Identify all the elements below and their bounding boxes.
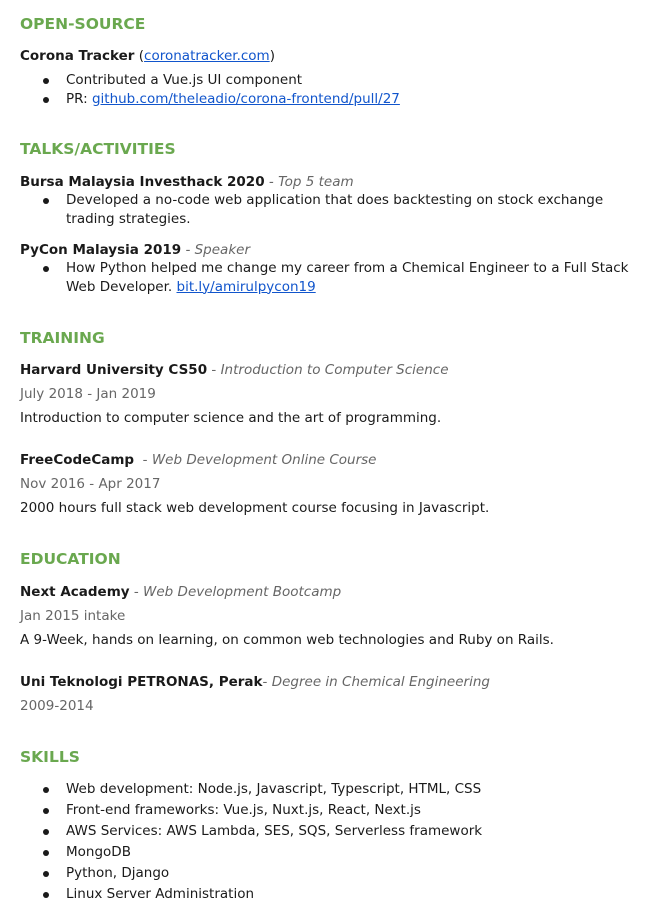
institution-name: FreeCodeCamp <box>20 452 135 468</box>
education-desc: A 9-Week, hands on learning, on common web technologies and Ruby on Rails. <box>20 632 554 648</box>
bullet-dot-icon <box>43 787 49 793</box>
separator: - <box>207 362 221 378</box>
talk-role: - Top 5 team <box>264 174 354 190</box>
skill-text: Web development: Node.js, Javascript, Typescript, HTML, CSS <box>66 781 482 797</box>
list-item <box>20 779 650 800</box>
list-item <box>20 863 650 884</box>
training-dates: July 2018 - Jan 2019 <box>20 386 156 402</box>
paren-close: ) <box>269 48 275 64</box>
pr-link[interactable]: github.com/theleadio/corona-frontend/pull/27 <box>91 90 400 107</box>
bullet-dot-icon <box>43 78 49 84</box>
talk-link[interactable]: bit.ly/amirulpycon19 <box>176 278 316 295</box>
list-item <box>20 191 650 228</box>
project-name: Corona Tracker <box>20 48 135 64</box>
list-item <box>20 800 650 821</box>
section-title-training: TRAINING <box>20 329 105 347</box>
talk-name: Bursa Malaysia Investhack 2020 <box>20 174 265 190</box>
list-item <box>20 884 650 905</box>
list-item <box>20 90 650 109</box>
list-item <box>20 259 650 296</box>
list-item <box>20 821 650 842</box>
bullet-dot-icon <box>43 808 49 814</box>
skill-text: Linux Server Administration <box>66 886 255 902</box>
talk-bullets <box>20 191 650 228</box>
institution-name: Harvard University CS50 <box>20 362 208 378</box>
talk-heading <box>20 241 650 260</box>
section-title-education: EDUCATION <box>20 550 121 568</box>
talk-role: - Speaker <box>181 242 251 258</box>
talk-bullets <box>20 259 650 296</box>
bullet-dot-icon <box>43 829 49 835</box>
bullet-dot-icon <box>43 871 49 877</box>
talk-name: PyCon Malaysia 2019 <box>20 242 182 258</box>
skill-text: AWS Services: AWS Lambda, SES, SQS, Serverless framework <box>66 823 483 839</box>
skill-text: Python, Django <box>66 865 170 881</box>
bullet-text: Developed a no-code web application that does backtesting on stock exchange trading strategies. <box>66 192 604 227</box>
bullet-dot-icon <box>43 97 49 103</box>
list-item <box>20 71 650 90</box>
training-heading <box>20 451 650 470</box>
separator: - <box>129 584 144 600</box>
separator: - <box>134 452 152 468</box>
training-desc: 2000 hours full stack web development course focusing in Javascript. <box>20 500 490 516</box>
bullet-dot-icon <box>43 198 49 204</box>
talk-heading <box>20 173 650 192</box>
separator: - <box>262 674 272 690</box>
skill-text: Front-end frameworks: Vue.js, Nuxt.js, React, Next.js <box>66 802 421 818</box>
training-heading <box>20 361 650 380</box>
section-title-open-source: OPEN-SOURCE <box>20 15 146 33</box>
section-title-skills: SKILLS <box>20 748 80 766</box>
project-link[interactable]: coronatracker.com <box>144 48 270 64</box>
course-name: Degree in Chemical Engineering <box>271 674 490 690</box>
bullet-prefix: PR: <box>66 90 92 107</box>
course-name: Web Development Online Course <box>151 452 377 468</box>
education-dates: 2009-2014 <box>20 698 94 714</box>
institution-name: Uni Teknologi PETRONAS, Perak <box>20 674 263 690</box>
course-name: Introduction to Computer Science <box>220 362 449 378</box>
education-heading <box>20 583 650 602</box>
bullet-text: Contributed a Vue.js UI component <box>66 72 303 88</box>
section-title-talks: TALKS/ACTIVITIES <box>20 140 176 158</box>
open-source-project <box>20 47 650 66</box>
training-desc: Introduction to computer science and the art of programming. <box>20 410 442 426</box>
list-item <box>20 842 650 863</box>
training-dates: Nov 2016 - Apr 2017 <box>20 476 161 492</box>
paren-open: ( <box>138 48 145 64</box>
institution-name: Next Academy <box>20 584 130 600</box>
skill-text: MongoDB <box>66 844 131 860</box>
bullet-dot-icon <box>43 850 49 856</box>
education-dates: Jan 2015 intake <box>20 608 126 624</box>
bullet-text: How Python helped me change my career from a Chemical Engineer to a Full Stack Web Developer. <box>66 260 629 295</box>
open-source-bullets <box>20 71 650 108</box>
course-name: Web Development Bootcamp <box>143 584 342 600</box>
bullet-dot-icon <box>43 266 49 272</box>
education-heading <box>20 673 650 692</box>
bullet-dot-icon <box>43 892 49 898</box>
skills-list <box>20 779 650 905</box>
